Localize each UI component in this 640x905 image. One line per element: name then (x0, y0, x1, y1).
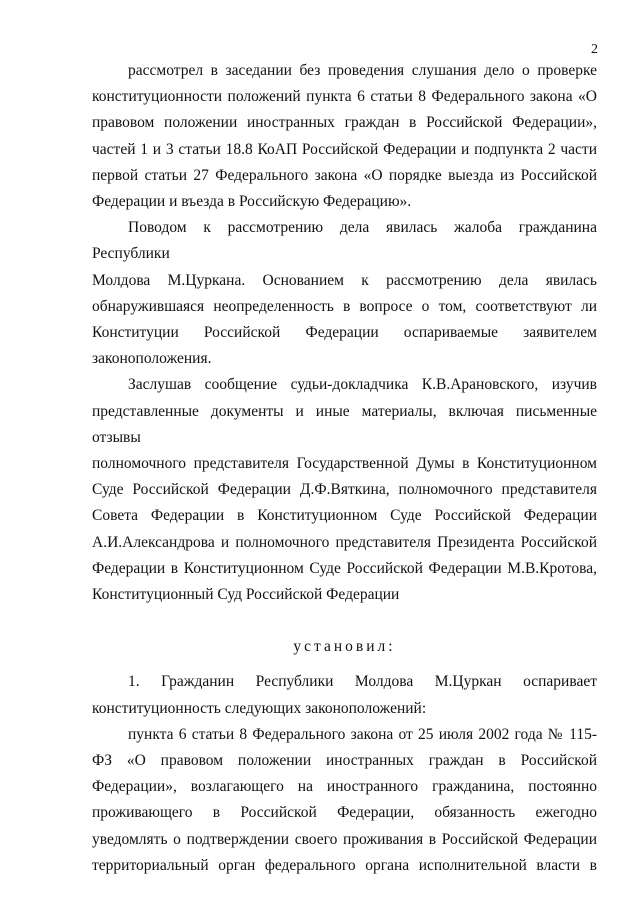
text-line: конституционность следующих законоположений: (92, 699, 427, 717)
text-line: представленные документы и иные материалы, включая письменные отзывы (92, 402, 597, 446)
text-line: Заслушав сообщение судьи-докладчика К.В.Арановского, изучив (128, 376, 597, 394)
text-line: правовом положении иностранных граждан в Российской Федерации», (92, 114, 597, 132)
text-line: территориальный орган федерального органа исполнительной власти в (92, 856, 597, 874)
text-line: Федерации в Конституционном Суде Российской Федерации М.В.Кротова, (92, 559, 597, 577)
page-number: 2 (591, 42, 598, 57)
text-line: А.И.Александрова и полномочного представителя Президента Российской (92, 533, 597, 551)
text-line: Совета Федерации в Конституционном Суде Российской Федерации (92, 507, 597, 525)
section-heading: установил: (293, 638, 396, 656)
text-line: первой статьи 27 Федерального закона «О порядке выезда из Российской (92, 166, 597, 184)
text-line: проживающего в Российской Федерации, обязанность ежегодно (92, 804, 597, 822)
text-line: Молдова М.Цуркана. Основанием к рассмотрению дела явилась (92, 271, 597, 289)
text-line: полномочного представителя Государственной Думы в Конституционном (92, 455, 597, 473)
text-line: Федерации», возлагающего на иностранного гражданина, постоянно (92, 778, 597, 796)
text-line: 1. Гражданин Республики Молдова М.Цуркан оспаривает (128, 673, 597, 691)
text-line: частей 1 и 3 статьи 18.8 КоАП Российской Федерации и подпункта 2 части (92, 140, 597, 158)
text-line: уведомлять о подтверждении своего проживания в Российской Федерации (92, 830, 597, 848)
text-line: пункта 6 статьи 8 Федерального закона от 25 июля 2002 года № 115- (128, 725, 597, 743)
text-line: Поводом к рассмотрению дела явилась жалоба гражданина Республики (92, 219, 597, 263)
text-line: рассмотрел в заседании без проведения слушания дело о проверке (128, 62, 597, 79)
text-line: Конституционный Суд Российской Федерации (92, 586, 400, 604)
text-line: законоположения. (92, 350, 212, 368)
text-line: Федерации и въезда в Российскую Федерацию». (92, 193, 412, 211)
document-body (92, 58, 597, 879)
text-line: конституционности положений пункта 6 статьи 8 Федерального закона «О (92, 88, 597, 106)
text-line: Конституции Российской Федерации оспариваемые заявителем (92, 324, 597, 342)
text-line: обнаружившаяся неопределенность в вопросе о том, соответствуют ли (92, 297, 597, 315)
text-line: Суде Российской Федерации Д.Ф.Вяткина, полномочного представителя (92, 481, 597, 499)
text-line: ФЗ «О правовом положении иностранных граждан в Российской (92, 752, 597, 770)
